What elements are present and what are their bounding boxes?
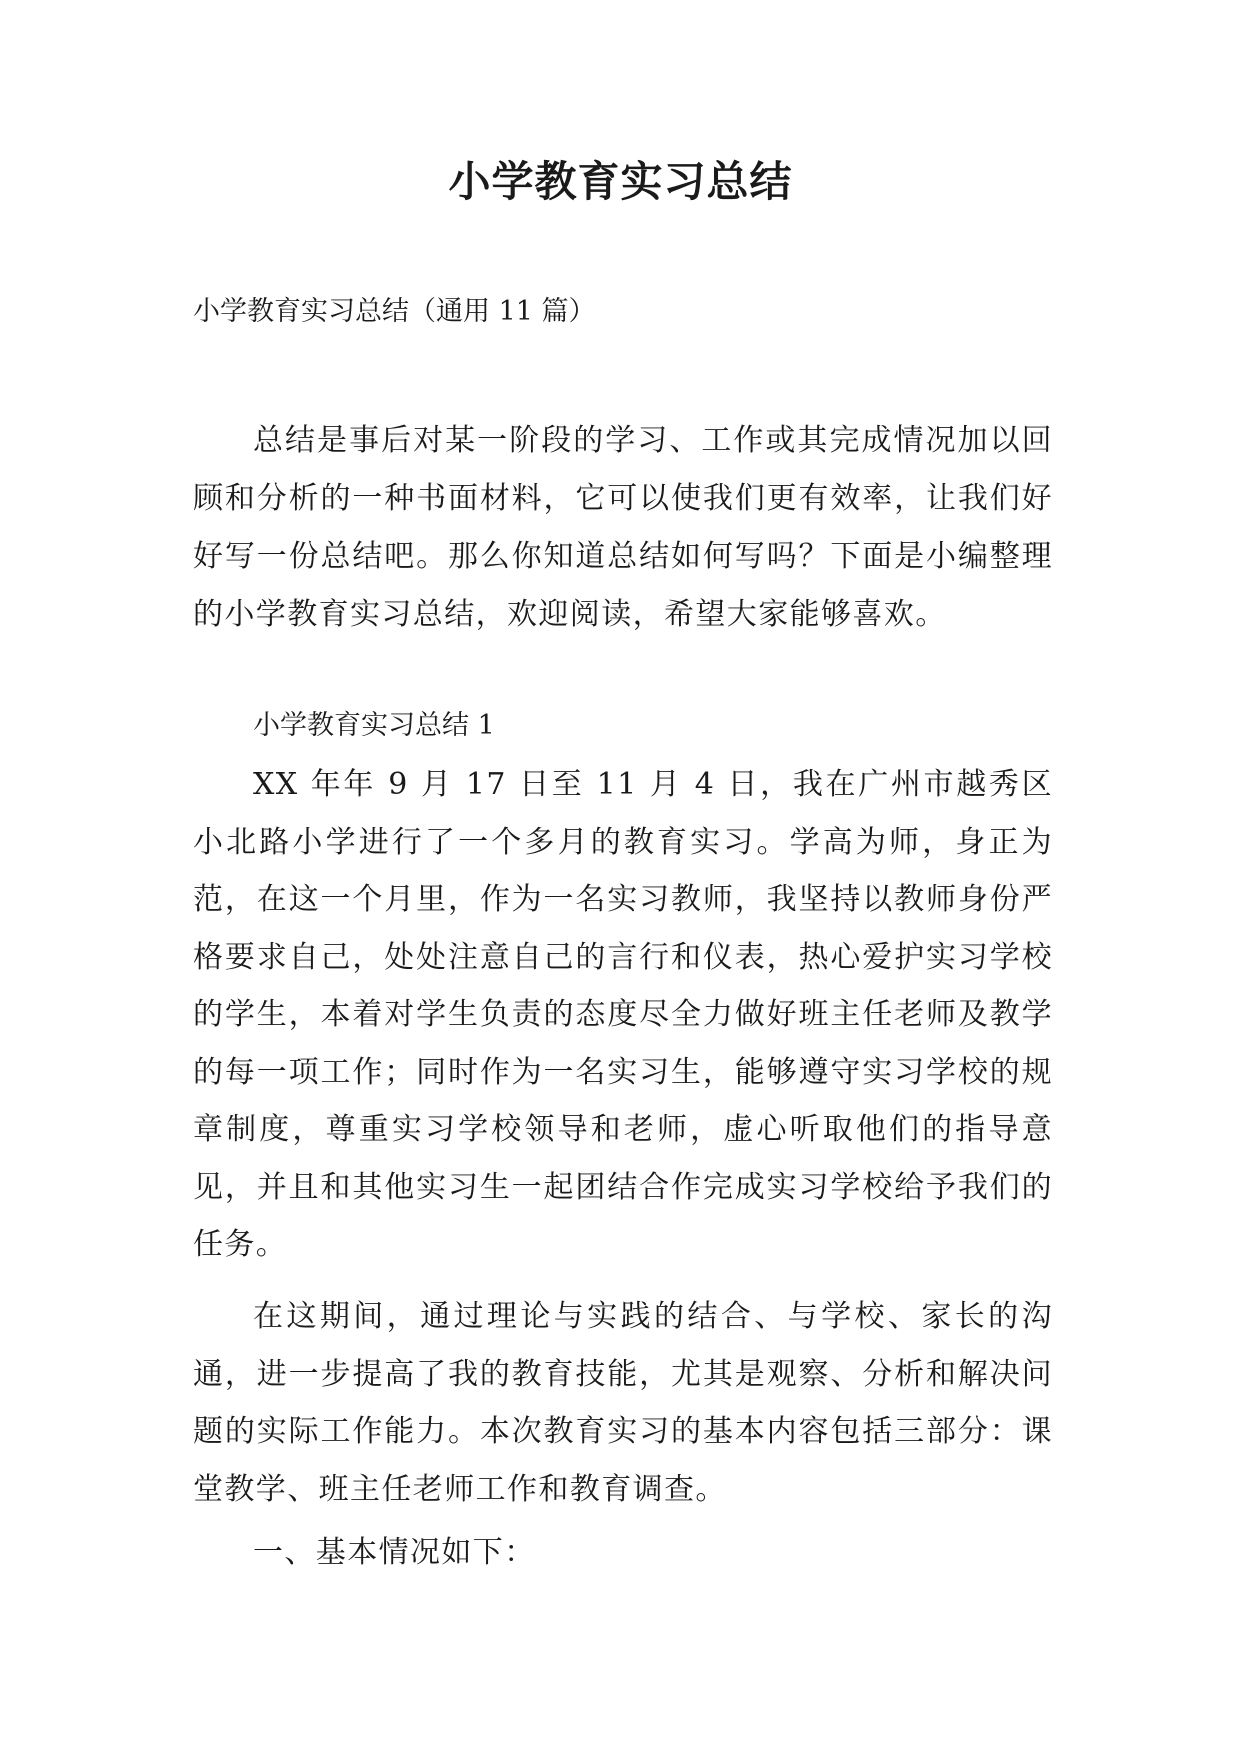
- document-title: 小学教育实习总结: [448, 157, 793, 206]
- body-paragraph: XX 年年 9 月 17 日至 11 月 4 日，我在广州市越秀区小北路小学进行了一个多月的教育实习。学高为师，身正为范，在这一个月里，作为一名实习教师，我坚持以教师身份严格要求自己，处处注意自己的言行和仪表，热心爱护实习学校的学生，本着对学生负责的态度尽全力做好班主任老师及教学的每一项工作；同时作为一名实习生，能够遵守实习学校的规章制度，尊重实习学校领导和老师，虚心听取他们的指导意见，并且和其他实习生一起团结合作完成实习学校给予我们的任务。: [193, 767, 1053, 1262]
- body-paragraph: 在这期间，通过理论与实践的结合、与学校、家长的沟通，进一步提高了我的教育技能，尤其是观察、分析和解决问题的实际工作能力。本次教育实习的基本内容包括三部分：课堂教学、班主任老师工作和教育调查。: [193, 1299, 1053, 1507]
- document-subtitle: 小学教育实习总结（通用 11 篇）: [193, 296, 596, 327]
- intro-paragraph: 总结是事后对某一阶段的学习、工作或其完成情况加以回顾和分析的一种书面材料，它可以使我们更有效率，让我们好好写一份总结吧。那么你知道总结如何写吗？下面是小编整理的小学教育实习总结，欢迎阅读，希望大家能够喜欢。: [193, 423, 1053, 632]
- section-heading: 小学教育实习总结 1: [253, 710, 495, 741]
- list-heading: 一、基本情况如下：: [253, 1535, 536, 1570]
